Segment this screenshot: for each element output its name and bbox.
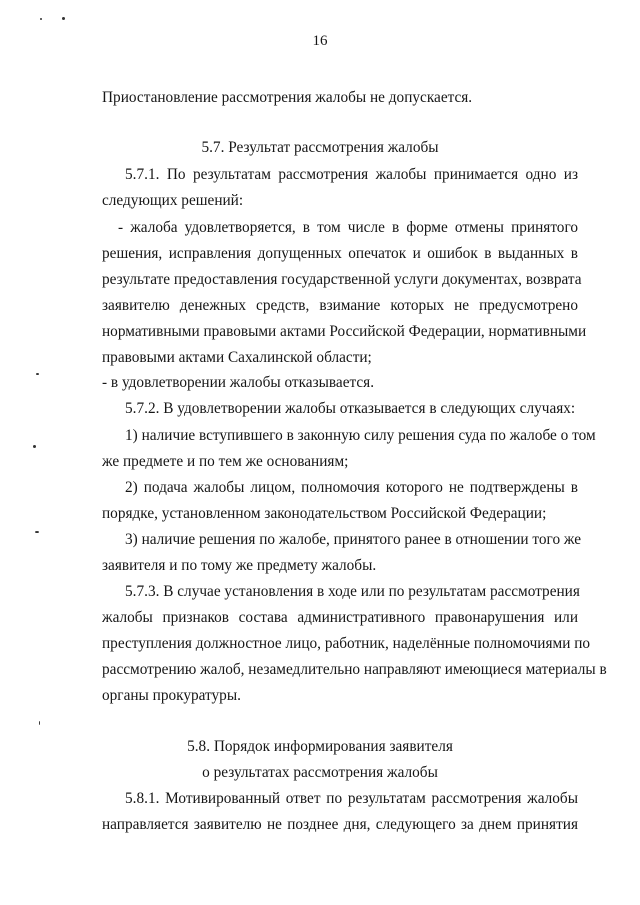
scan-speck [35, 531, 39, 533]
section-heading: 5.7. Результат рассмотрения жалобы [201, 139, 439, 156]
paragraph-line: Приостановление рассмотрения жалобы не допускается. [102, 89, 473, 106]
paragraph-line: решения, исправления допущенных опечаток и ошибок в выданных в [102, 245, 578, 262]
paragraph-line: органы прокуратуры. [102, 687, 241, 704]
paragraph-line: жалобы признаков состава административного правонарушения или [102, 609, 578, 626]
paragraph-line: 2) подача жалобы лицом, полномочия которого не подтверждены в [125, 479, 578, 496]
scan-speck [62, 17, 65, 20]
section-heading: о результатах рассмотрения жалобы [202, 764, 438, 781]
paragraph-line: 5.7.1. По результатам рассмотрения жалобы принимается одно из [125, 166, 578, 183]
paragraph-line: - в удовлетворении жалобы отказывается. [102, 374, 375, 391]
paragraph-line: 3) наличие решения по жалобе, принятого ранее в отношении того же [125, 531, 582, 548]
paragraph-line: 1) наличие вступившего в законную силу решения суда по жалобе о том [125, 427, 596, 444]
paragraph-line: правовыми актами Сахалинской области; [102, 349, 372, 366]
paragraph-line: нормативными правовыми актами Российской Федерации, нормативными [102, 323, 587, 340]
page-number: 16 [312, 33, 328, 49]
scan-speck [36, 373, 39, 375]
scan-speck [39, 721, 40, 725]
section-heading: 5.8. Порядок информирования заявителя [187, 738, 453, 755]
paragraph-line: результате предоставления государственной услуги документах, возврата [102, 271, 582, 288]
scan-speck [33, 445, 36, 448]
paragraph-line: же предмете и по тем же основаниям; [102, 453, 349, 470]
paragraph-line: следующих решений: [102, 192, 244, 209]
paragraph-line: 5.7.3. В случае установления в ходе или по результатам рассмотрения [125, 583, 580, 600]
paragraph-line: заявителю денежных средств, взимание которых не предусмотрено [102, 297, 578, 314]
paragraph-line: направляется заявителю не позднее дня, следующего за днем принятия [102, 816, 578, 833]
paragraph-line: - жалоба удовлетворяется, в том числе в форме отмены принятого [118, 219, 578, 236]
paragraph-line: преступления должностное лицо, работник, наделённые полномочиями по [102, 635, 591, 652]
paragraph-line: 5.8.1. Мотивированный ответ по результатам рассмотрения жалобы [125, 790, 578, 807]
paragraph-line: заявителя и по тому же предмету жалобы. [102, 557, 377, 574]
paragraph-line: рассмотрению жалоб, незамедлительно направляют имеющиеся материалы в [102, 661, 607, 678]
paragraph-line: порядке, установленном законодательством Российской Федерации; [102, 505, 547, 522]
paragraph-line: 5.7.2. В удовлетворении жалобы отказывается в следующих случаях: [125, 400, 576, 417]
scan-speck [40, 18, 42, 20]
